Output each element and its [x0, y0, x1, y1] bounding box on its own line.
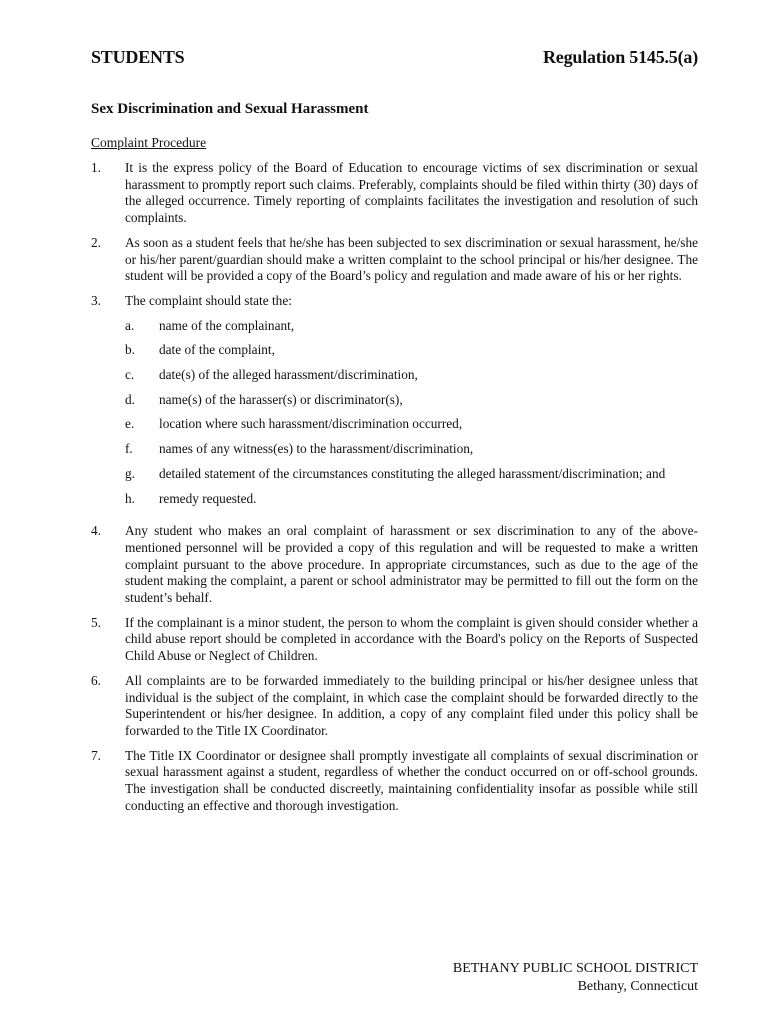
sub-item-letter: e. — [125, 416, 135, 432]
sub-item-letter: a. — [125, 317, 135, 333]
list-item — [91, 293, 698, 507]
sub-item-text: date of the complaint, — [159, 342, 275, 358]
item-text: The Title IX Coordinator or designee shall promptly investigate all complaints of sexual discrimination or sexual harassment against a student, regardless of whether the conduct occurred on or off-school grounds. The investigation shall be conducted discreetly, maintaining confidentiality insofar as possible while still conducting an effective and thorough investigation. — [125, 747, 698, 813]
sub-list-item — [125, 466, 698, 483]
complaint-contents-list — [91, 318, 698, 508]
page-footer — [453, 960, 698, 996]
list-item — [91, 523, 698, 607]
item-number: 6. — [91, 672, 101, 688]
sub-item-text: detailed statement of the circumstances constituting the alleged harassment/discrimination; and — [159, 465, 666, 481]
item-number: 5. — [91, 614, 101, 630]
item-number: 3. — [91, 292, 101, 308]
sub-item-text: remedy requested. — [159, 490, 257, 506]
item-text: If the complainant is a minor student, the person to whom the complaint is given should consider whether a child abuse report should be completed in accordance with the Board's policy on the Reports of Suspected Child Abuse or Neglect of Children. — [125, 614, 698, 664]
section-label: STUDENTS — [91, 47, 185, 67]
sub-list-item — [125, 392, 698, 409]
item-number: 1. — [91, 160, 101, 175]
list-item — [91, 615, 698, 665]
sub-item-letter: f. — [125, 441, 133, 457]
list-item — [91, 673, 698, 740]
sub-item-text: location where such harassment/discrimination occurred, — [159, 416, 463, 432]
district-name: BETHANY PUBLIC SCHOOL DISTRICT — [452, 961, 698, 976]
sub-list-item — [125, 367, 698, 384]
sub-list-item — [125, 416, 698, 433]
item-text: The complaint should state the: — [125, 292, 292, 308]
list-item — [91, 235, 698, 285]
procedure-list — [91, 160, 698, 823]
list-item — [91, 748, 698, 815]
item-number: 7. — [91, 747, 101, 763]
sub-item-letter: g. — [125, 465, 135, 481]
list-item — [91, 160, 698, 227]
regulation-number: Regulation 5145.5(a) — [543, 47, 698, 67]
item-text: It is the express policy of the Board of Education to encourage victims of sex discrimination or sexual harassment to promptly report such claims. Preferably, complaints should be filed within thirty (30) days of the alleged occurrence. Timely reporting of complaints facilitates the investigation and resolution of such complaints. — [125, 160, 698, 226]
item-text: Any student who makes an oral complaint of harassment or sex discrimination to any of the above-mentioned personnel will be provided a copy of this regulation and will be requested to make a written complaint pursuant to the above procedure. In appropriate circumstances, such as due to the age of the student making the complaint, a parent or school administrator may be permitted to fill out the form on the student’s behalf. — [125, 523, 698, 606]
item-number: 4. — [91, 523, 101, 539]
document-title: Sex Discrimination and Sexual Harassment — [91, 101, 369, 117]
district-location: Bethany, Connecticut — [577, 979, 698, 994]
sub-list-item — [125, 318, 698, 335]
item-text: As soon as a student feels that he/she has been subjected to sex discrimination or sexual harassment, he/she or his/her parent/guardian should make a written complaint to the school principal or his/her designee. The student will be provided a copy of the Board’s policy and regulation and made aware of his or her rights. — [125, 234, 698, 284]
sub-item-letter: d. — [125, 391, 135, 407]
sub-item-letter: b. — [125, 342, 135, 358]
item-text: All complaints are to be forwarded immediately to the building principal or his/her designee unless that individual is the subject of the complaint, in which case the complaint should be forwarded directly to the Superintendent or his/her designee. In addition, a copy of any complaint filed under this policy shall be forwarded to the Title IX Coordinator. — [125, 672, 698, 738]
item-number: 2. — [91, 234, 101, 250]
page-header — [91, 47, 698, 71]
section-heading: Complaint Procedure — [91, 135, 207, 150]
sub-item-text: names of any witness(es) to the harassment/discrimination, — [159, 441, 474, 457]
sub-item-letter: h. — [125, 490, 135, 506]
sub-item-letter: c. — [125, 367, 135, 383]
sub-item-text: name of the complainant, — [159, 317, 295, 333]
sub-list-item — [125, 491, 698, 508]
sub-item-text: name(s) of the harasser(s) or discriminator(s), — [159, 391, 403, 407]
sub-list-item — [125, 441, 698, 458]
sub-list-item — [125, 342, 698, 359]
sub-item-text: date(s) of the alleged harassment/discrimination, — [159, 367, 418, 383]
